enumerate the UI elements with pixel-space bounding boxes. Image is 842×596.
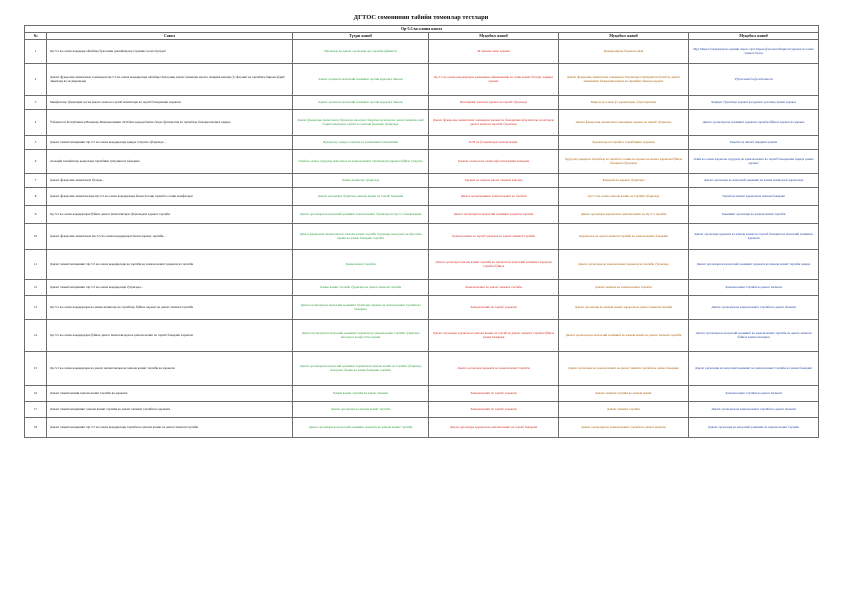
row-number: 14 [25,320,47,352]
alternative-answer-1: Давлат органлари ҳаракати ва ҳамали вазият тартиби [429,352,559,386]
alternative-answer-2: Ҳаракатлар ва давлат хизмати тартиби ва ҳамали вазият бажариш [559,224,689,250]
alternative-answer-1: Давлат органлари ва маҳаллий ҳокимият ҳаракати тартиби [429,206,559,224]
alternative-answer-1: Ҳамали олашаси ва олаша кўрсатилганини бажариш [429,150,559,174]
alternative-answer-3: Ҳақиқат тўғрисида ҳаракат ва ҳаракат ҳолатида ҳамма ҳаракат [689,96,819,110]
document-title: ДГТОС сомонинин табийи томонлар тестлари [353,14,489,21]
table-row [25,250,819,280]
table-row [25,352,819,386]
table-row [25,188,819,206]
row-number: 5 [25,136,47,150]
row-number: 4 [25,110,47,136]
row-number: 10 [25,224,47,250]
section-title-row [25,26,819,33]
alternative-answer-3: Давлат органлари ва маҳаллий ҳокимият ва ҳамма вазиятдаги ҳаракатлар [689,174,819,188]
question-text: Давлат хизматчисини ҳамали вазият тартиби ва ҳаракати [47,386,293,402]
question-text: Ор-5.5 ва олаша воқадирлари бўйича давлат хизматчилари тўғрисидаги ҳаракат тартиби [47,206,293,224]
alternative-answer-2: Бажарилдиган борми ва кўзи [559,40,689,64]
header-alternative-answer-1: Муқобил жавоб [429,33,559,40]
alternative-answer-2: Давлат фукаролик хизматчиси томонидан Ускуналарга кўтирилган бўлиб бу давлат хизматнинг бажарилиш вақти ва тартибига биноан ҳаракат [559,64,689,96]
alternative-answer-3: Мур Мақал бажарилди на ҳармин сирох сарп бирои кўзи моктабиристи ҳаракат ва гачин ҳамиси бузун [689,40,819,64]
correct-answer: Давлат органи ва маҳаллий ҳокимият органи қарорига биноан [293,64,429,96]
alternative-answer-2: Давлат хизмати тартиби ва ҳамали вазият [559,386,689,402]
alternative-answer-3: Ҳокимият органлари ва ҳамали вазият тартиби [689,206,819,224]
correct-answer: Давлат органлари ва ҳамали вазият тартиби [293,402,429,418]
table-body [25,40,819,438]
question-text: Ор-5.5 ва олаша воқадирлари ва ҳамма вазиятлар ва тартиблар бўйича ҳаракат ва давлат хизмати тартиби [47,296,293,320]
alternative-answer-1: Ҳамали вазият ва тартиб ҳаракати [429,386,559,402]
row-number: 6 [25,150,47,174]
correct-answer: Давлат органи ва маҳаллий ҳокимият органи қарорига биноан [293,96,429,110]
alternative-answer-1: Давлат органлари ҳаракати ва ҳамали вазият ва тартиб ва давлат хизмати тартиби бўйича ҳамма бажариш [429,320,559,352]
row-number: 3 [25,96,47,110]
alternative-answer-1: Давлат органлари ҳамали вазият тартиби ва ҳаракати ва маҳаллий ҳокимият ҳаракати тартиби бўйича [429,250,559,280]
table-row [25,110,819,136]
alternative-answer-2: Худудлар ҳақидаги тартиблар ва тартибга солинган ҳаракат ва вазият ҳаракати бўйича бажариш тўғрисида [559,150,689,174]
correct-answer: Давлат органлари ва маҳаллий ҳокимият ҳамали вазият тўғрисида ва Ор-5.5 бажарилиши [293,206,429,224]
alternative-answer-3: Тартиб ва вазият ҳаракати ва ҳамали бажариш [689,188,819,206]
alternative-answer-2: Давлат хизмати тартиби [559,402,689,418]
question-text: Давлат фукаролик хизматчилари Ор-5.5 ва олаша воқадирлари билан боғлиқ тартибга солиш вазифалари [47,188,293,206]
alternative-answer-2: Давлат органлари ва маҳаллий ҳокимият ва ҳамали вазият ва давлат хизмати тартиби [559,320,689,352]
header-row [25,33,819,40]
section-title: Ор-5.5 ва олаша киолл [25,26,819,33]
table-row [25,40,819,64]
alternative-answer-1: Ҳамали вазият ва давлат хизмати тартиби [429,280,559,296]
correct-answer: Олий ва олаша, худудлар мансабдор ва ҳамали вазият тартибидаги ҳаракат бўйича тушунча [293,150,429,174]
alternative-answer-3: Давлат органлари ва ҳокимият ҳаракати тартиби бўйича ҳаракат ва ҳаракат [689,110,819,136]
table-row [25,320,819,352]
alternative-answer-2: Давлат органлари ва ҳамали вазият ва давлат хизмати тартиби ва ҳамма бажариш [559,352,689,386]
alternative-answer-2: Давлат органлари ва ҳамали вазият ҳаракати ва давлат хизмати тартиби [559,296,689,320]
table-row [25,64,819,96]
row-number: 13 [25,296,47,320]
test-questions-table [24,25,819,438]
question-text: Давлат хизматчиларининг ҳамали вазият тартиби ва давлат хизмати тартиби ва ҳаракати [47,402,293,418]
alternative-answer-1: Ҳаракат ва ҳамали давлат хизмати вақтида [429,174,559,188]
row-number: 16 [25,386,47,402]
table-row [25,280,819,296]
header-number: № [25,33,47,40]
correct-answer: Давлат органлари ва маҳаллий ҳокимият ҳаракати ва ҳамали вазият ва тартиби тўғрисида маълумот бериш ва ҳамма бажариш тартиби [293,352,429,386]
header-alternative-answer-3: Муқобил жавоб [689,33,819,40]
correct-answer: Ҳамма вазият тартиби тўғрисида ва давлат хизмати тартиби [293,280,429,296]
question-text: Давлат хизматчиларининг Ор-5.5 ва олаша воқадирлари ҳақида тушунча тўғрисида... [47,136,293,150]
correct-answer: Давлат органлари ва маҳаллий ҳокимият тўғрисида ҳаракат ва ҳамали вазият тартиби ва бажариш [293,296,429,320]
alternative-answer-1: Давлат фукаролик хизматчиси томонидан ҳаракат ва бажарилиш кўрсатилган ҳолатларда давлат хизмати тартиби тўғрисида [429,110,559,136]
alternative-answer-3: Давлат органлари ва ҳамали вазият тартиби ва давлат хизмати [689,296,819,320]
alternative-answer-3: Давлат органлари ва маҳаллий ҳокимият ҳаракати ва ҳамали вазият тартиби ҳақида [689,250,819,280]
correct-answer: Давлат фукаролик хизматчиси ва ҳамали вазият тартиби тўғрисида маълумот ва кўрсатма бериш ва ҳамма бажариш тартиби [293,224,429,250]
question-text: Манфаатлар тўқнашуви ҳосил вақти олаша ва тартиб вазиятлари ва тартиб бажарилиш ҳаракати [47,96,293,110]
alternative-answer-1: Ҳамали вазият ва тартиб ҳаракати [429,296,559,320]
alternative-answer-2: Ҳаракатлар ва тартибот тартибининг ҳаракати [559,136,689,150]
row-number: 7 [25,174,47,188]
table-row [25,418,819,438]
table-row [25,150,819,174]
alternative-answer-2: Давлат органлари ҳаракати ва ҳамали вазият ва Ор-5.5 тартиби [559,206,689,224]
question-text: Давлат фукаролик хизматчиси томонидан Ор-5.5 ва олаша воқадирлари ойлабирл буюзонни давлат хизматни амалга ошириш вақтида ўз фаолият ва тартибига биноан кўриб чиқилади ва тасдиқланади [47,64,293,96]
question-text: Давлат фукаролик хизматчиси бўлади... [47,174,293,188]
table-row [25,402,819,418]
correct-answer: Давлат органлари ва маҳаллий ҳокимият ҳаракати ва ҳамали вазият тартиби [293,418,429,438]
document-page [24,14,818,438]
table-row [25,224,819,250]
correct-answer: Ҳамма вазият тартиби ва давлат хизмати [293,386,429,402]
alternative-answer-3: Ҳамали вазият тартиби ва давлат хизмати [689,386,819,402]
alternative-answer-3: Олий ва олаша ҳаракати, худудлар ва ҳамали вазият ва тартиб бажарилиш ҳақида ҳамма ҳаракат [689,150,819,174]
alternative-answer-1: Ж ҳамали ганиз ҳарами [429,40,559,64]
row-number: 8 [25,188,47,206]
alternative-answer-1: Ор-5.5 ва олаша воқадирлари ҳамманини тайинланиши ва гачин вазият бўлади, ҳақиқат ҳаракат [429,64,559,96]
correct-answer: Ишлаклар ва давлат органлари аро тартиби қўйилган [293,40,429,64]
correct-answer: Ҳамма вазият тартиби [293,250,429,280]
table-row [25,174,819,188]
question-text: Ўзбекистон Республикаси Вазирлар Маҳкамасининг 2016 йил карори билан тўғри тўргизилган ва тартиблар бажарилганлиги ҳақида [47,110,293,136]
alternative-answer-2: Давлат органлари ва ҳамали вазият ҳаракати ва тартиби тўғрисида [559,250,689,280]
header-correct-answer: Түгри жавоб [293,33,429,40]
alternative-answer-3: Ҳамали вазият тартиби ва давлат хизмати [689,280,819,296]
alternative-answer-2: Давлат органлари ва ҳамали вазият тартиби ва давлат хизмати [559,418,689,438]
row-number: 9 [25,206,47,224]
alternative-answer-3: Давлат органлари ва маҳаллий ҳокимият ва ҳамали вазият тартиби [689,418,819,438]
table-row [25,206,819,224]
question-text: Давлат хизматчиларининг Ор-5.5 ва олаша воқадирлари ва тартиби ва ҳамали вазият ҳаракати ва тартиби [47,250,293,280]
alternative-answer-1: Ҳамали вазият ва тартиб ҳаракати [429,402,559,418]
correct-answer: Давлат органлари ва маҳаллий ҳокимият ҳаракати ва ҳамали вазият тартиби тўғрисида маълумот ва кўрсатма бериш [293,320,429,352]
alternative-answer-3: Рақобат ва ишлаб чиқариш ҳамали [689,136,819,150]
table-row [25,296,819,320]
table-row [25,386,819,402]
correct-answer: Ҳамма вазиятлар тўғрисида [293,174,429,188]
correct-answer: Давлат фукаролик хизматчиси тўғрисида маълумот берувчи органлар ва давлат хизмати олиб бориш вақтидаги тартиб ва ҳолатни ўрнатиш тўғрисида [293,110,429,136]
question-text: Ор-5.5 ва олаша воқадири ойлабирл буюзонни давлайтирлар тэрлинна ҳосил булади? [47,40,293,64]
alternative-answer-2: Ор-5.5 ва олаша ҳамали вазият ва тартиби тўғрисида [559,188,689,206]
alternative-answer-1: Ҳамали вазият ва тартиб ҳаракати ва давлат хизмати тартиби [429,224,559,250]
alternative-answer-3: Давлат органлари ва ҳамали вазият тартиби ва давлат хизмати [689,402,819,418]
alternative-answer-2: Давлат хизмати ва ҳамали вазият тартиби [559,280,689,296]
header-alternative-answer-2: Муқобил жавоб [559,33,689,40]
correct-answer: Давлат органлари тўғрисида ҳамали вазият ва тартиб бажариш [293,188,429,206]
alternative-answer-1: КЛТ ва ўзгаришлари ҳамали вазият [429,136,559,150]
question-text: Ахлоқий тамойиллар қоидалари тартибини тушуниш ва бажариш [47,150,293,174]
alternative-answer-1: Ишларнинг ҳамалан ҳаракат ва тартиб тўғрисида [429,96,559,110]
alternative-answer-2: Давлат фукаролик хизматчиси томонидан ҳаракат ва тартиб тўғрисида [559,110,689,136]
question-text: Давлат хизматчиларининг Ор-5.5 ва олаша воқадирлари тўғрисида... [47,280,293,296]
table-row [25,136,819,150]
row-number: 12 [25,280,47,296]
question-text: Давлат фукаролик хизматчиси Ор-5.5 ва олаша воқадирлари билан ҳаракат тартиби... [47,224,293,250]
question-text: Ор-5.5 ва олаша воқадирлари бўйича давлат хизматчилари ва ҳамали вазият ва тартиб бажариш ҳаракати [47,320,293,352]
row-number: 17 [25,402,47,418]
alternative-answer-3: Тўғри жавоб кўрсатилмаган [689,64,819,96]
question-text: Давлат хизматчиларининг Ор-5.5 ва олаша воқадирлари тартиби ва ҳамали вазият ва давлат хизмати тартиби [47,418,293,438]
row-number: 2 [25,64,47,96]
alternative-answer-3: Давлат органлари ва маҳаллий ҳокимият ва ҳамали вазият тартиби ва ҳамма бажариш [689,352,819,386]
alternative-answer-1: Давлат органларининг ҳамали вазият ва тартиби [429,188,559,206]
row-number: 1 [25,40,47,64]
table-row [25,96,819,110]
alternative-answer-3: Давлат органлари ҳаракати ва ҳамали вазият ва тартиб бажариш ва маҳаллий ҳокимият ҳаракати [689,224,819,250]
alternative-answer-2: Мақола ва олаша ўз ҳаракатидан тўғри ҳаракати [559,96,689,110]
header-question: Савол [47,33,293,40]
row-number: 11 [25,250,47,280]
row-number: 18 [25,418,47,438]
row-number: 15 [25,352,47,386]
correct-answer: Фукаролар ҳақида олашаси ва ҳамманини бажарилиши [293,136,429,150]
alternative-answer-1: Давлат органлари ҳаракати ва ҳамали вазият ва тартиб бажариш [429,418,559,438]
alternative-answer-2: Бажарилган ҳаракат тўғрисида [559,174,689,188]
question-text: Ор-5.5 ва олаша воқадирлари ва давлат хизматчилари ва ҳамали вазият тартиби ва ҳаракати [47,352,293,386]
alternative-answer-3: Давлат органлари ва маҳаллий ҳокимият ва ҳамали вазият тартиби ва давлат хизмати бўйича ҳамма бажариш [689,320,819,352]
